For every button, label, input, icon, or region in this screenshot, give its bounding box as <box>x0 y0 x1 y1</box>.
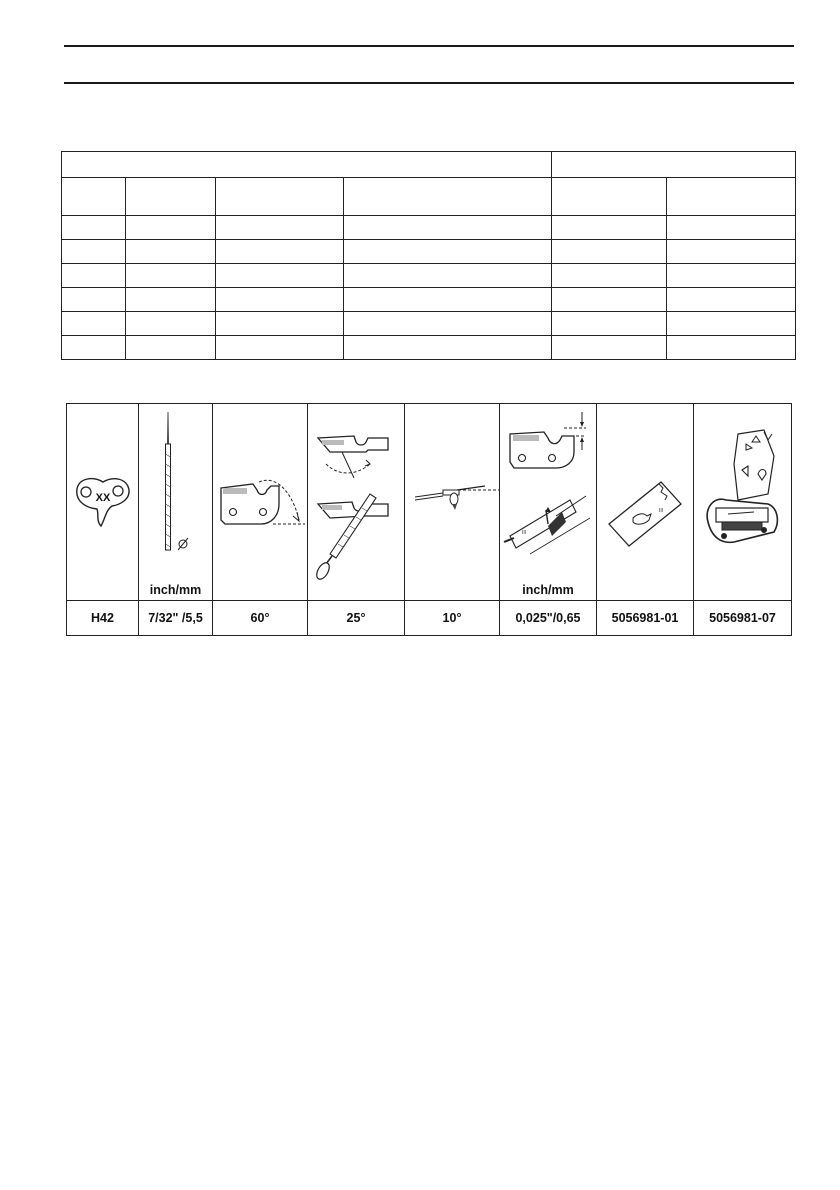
table-cell <box>552 216 667 240</box>
table-cell <box>126 312 216 336</box>
file-holder-angle-icon <box>308 404 405 600</box>
svg-text:III: III <box>522 530 527 536</box>
illustration-row <box>67 404 792 601</box>
sharpening-tool-table <box>66 403 792 636</box>
table-cell <box>344 288 552 312</box>
top-plate-angle-cell <box>213 404 308 601</box>
table-row <box>62 336 796 360</box>
table-cell <box>216 178 344 216</box>
table-cell <box>667 240 796 264</box>
file-angle-cell <box>308 404 405 601</box>
table-cell <box>62 312 126 336</box>
table-cell <box>552 312 667 336</box>
header-rule-top <box>64 45 794 47</box>
value-depth-gauge-tool: 5056981-01 <box>597 601 694 636</box>
top-plate-filing-angle-icon <box>213 404 308 600</box>
table-cell <box>344 264 552 288</box>
header-rule-bottom <box>64 82 794 84</box>
table-cell <box>126 264 216 288</box>
table-cell <box>216 336 344 360</box>
file-unit-label: inch/mm <box>149 583 202 597</box>
table-cell <box>126 240 216 264</box>
cutter-marking-cell <box>67 404 139 601</box>
table-row <box>62 152 796 178</box>
table-cell <box>62 336 126 360</box>
file-holder-cell <box>694 404 792 601</box>
table-cell <box>344 240 552 264</box>
table-cell <box>216 240 344 264</box>
table-cell <box>62 264 126 288</box>
svg-text:III: III <box>659 508 664 514</box>
table-cell <box>216 312 344 336</box>
table-cell <box>344 178 552 216</box>
depth-gauge-cell <box>500 404 597 601</box>
file-gauge-holder-icon <box>694 404 792 600</box>
value-depth-gauge: 0,025"/0,65 <box>500 601 597 636</box>
table-cell <box>344 216 552 240</box>
table-row <box>62 312 796 336</box>
table-cell <box>552 288 667 312</box>
table-cell <box>126 288 216 312</box>
table-cell <box>62 216 126 240</box>
value-file-tilt: 10° <box>405 601 500 636</box>
table-cell <box>62 288 126 312</box>
file-tilt-cell <box>405 404 500 601</box>
table-cell <box>62 240 126 264</box>
values-row <box>67 601 792 636</box>
table-row <box>62 288 796 312</box>
table-cell <box>552 264 667 288</box>
table-cell <box>667 336 796 360</box>
value-file-diameter: 7/32" /5,5 <box>139 601 213 636</box>
table-cell <box>126 336 216 360</box>
table-cell <box>216 264 344 288</box>
table-row <box>62 216 796 240</box>
spec-grid-table <box>61 151 796 360</box>
chain-cutter-marking-icon <box>67 404 139 600</box>
round-file-cell <box>139 404 213 601</box>
table-row <box>62 240 796 264</box>
table-cell <box>552 178 667 216</box>
table-cell <box>552 240 667 264</box>
table-row <box>62 178 796 216</box>
depth-gauge-tool-cell <box>597 404 694 601</box>
round-file-icon <box>139 404 213 600</box>
file-tilt-angle-icon <box>405 404 500 600</box>
table-cell <box>552 336 667 360</box>
table-cell <box>216 288 344 312</box>
table-cell <box>552 152 796 178</box>
table-cell <box>62 152 552 178</box>
value-chain-type: H42 <box>67 601 139 636</box>
table-cell <box>667 312 796 336</box>
table-cell <box>62 178 126 216</box>
chain-marking-label: XX <box>95 492 111 504</box>
table-cell <box>344 312 552 336</box>
value-file-holder: 5056981-07 <box>694 601 792 636</box>
table-cell <box>667 264 796 288</box>
value-top-plate-angle: 60° <box>213 601 308 636</box>
table-cell <box>216 216 344 240</box>
depth-gauge-setting-icon <box>500 404 597 600</box>
table-row <box>62 264 796 288</box>
depth-gauge-tool-icon <box>597 404 694 600</box>
table-cell <box>126 178 216 216</box>
table-cell <box>667 178 796 216</box>
table-cell <box>667 288 796 312</box>
table-cell <box>667 216 796 240</box>
depth-gauge-unit-label: inch/mm <box>522 583 574 597</box>
value-file-angle: 25° <box>308 601 405 636</box>
table-cell <box>126 216 216 240</box>
table-cell <box>344 336 552 360</box>
